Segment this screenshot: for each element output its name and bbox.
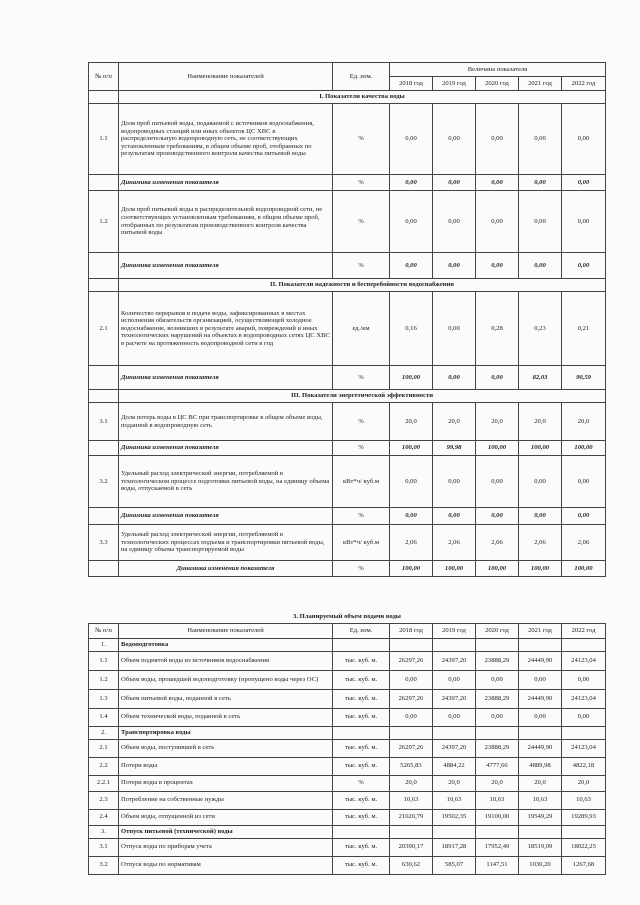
row-name: Транспортировка воды bbox=[119, 726, 333, 739]
table-row bbox=[89, 775, 606, 791]
row-value bbox=[476, 825, 519, 838]
row-value: 20,0 bbox=[562, 775, 606, 791]
row-num bbox=[89, 175, 119, 191]
row-unit: тыс. куб. м. bbox=[333, 856, 390, 874]
row-value: 0,00 bbox=[390, 104, 433, 175]
row-value: 0,00 bbox=[433, 366, 476, 390]
row-value bbox=[562, 825, 606, 838]
row-value: 0,00 bbox=[390, 456, 433, 508]
row-unit: % bbox=[333, 561, 390, 577]
row-value: 0,00 bbox=[433, 670, 476, 689]
row-name: Удельный расход электрической энергии, потребляемой в технологическом процессе подготовки питьевой воды, на единицу объема воды, отпускаемой в сеть bbox=[119, 456, 333, 508]
row-value: 100,00 bbox=[476, 441, 519, 456]
row-value: 100,00 bbox=[519, 441, 562, 456]
row-value: 20390,17 bbox=[390, 838, 433, 856]
row-value: 20,0 bbox=[433, 403, 476, 441]
row-num bbox=[89, 366, 119, 390]
row-value: 100,00 bbox=[562, 441, 606, 456]
row-value: 24123,04 bbox=[562, 689, 606, 708]
row-value: 0,00 bbox=[390, 253, 433, 279]
row-value: 0,00 bbox=[390, 670, 433, 689]
row-value: 100,00 bbox=[390, 441, 433, 456]
row-name: Отпуск воды по нормативам bbox=[119, 856, 333, 874]
row-value: 20,0 bbox=[390, 403, 433, 441]
row-value bbox=[433, 638, 476, 651]
row-value: 10,63 bbox=[562, 791, 606, 809]
table-row bbox=[89, 757, 606, 775]
row-value: 24123,04 bbox=[562, 739, 606, 757]
row-unit: % bbox=[333, 253, 390, 279]
row-value: 0,00 bbox=[562, 508, 606, 525]
row-name: Доля проб питьевой воды в распределительной водопроводной сети, не соответствующих установленным требованиям, в общем объеме проб, отобранных по результатам производственного контроля качества питьевой воды bbox=[119, 191, 333, 253]
dynamics-label: Динамика изменения показателя bbox=[119, 561, 333, 577]
row-name: Объем питьевой воды, поданной в сеть bbox=[119, 689, 333, 708]
row-name: Объем воды, отпущенной из сети bbox=[119, 809, 333, 825]
row-name: Водоподготовка bbox=[119, 638, 333, 651]
row-value: 24449,90 bbox=[519, 651, 562, 670]
row-unit: % bbox=[333, 403, 390, 441]
group-row bbox=[89, 638, 606, 651]
table-row bbox=[89, 856, 606, 874]
row-value bbox=[433, 825, 476, 838]
row-value: 23888,29 bbox=[476, 689, 519, 708]
row-num: 1.2 bbox=[89, 191, 119, 253]
row-value: 5265,83 bbox=[390, 757, 433, 775]
row-value: 0,00 bbox=[519, 708, 562, 726]
col-num-header: № п/п bbox=[89, 623, 119, 638]
row-value: 630,62 bbox=[390, 856, 433, 874]
row-name: Потери воды в процентах bbox=[119, 775, 333, 791]
table-row bbox=[89, 651, 606, 670]
row-value: 100,00 bbox=[390, 366, 433, 390]
year-header: 2019 год bbox=[433, 77, 476, 91]
row-value: 26297,26 bbox=[390, 689, 433, 708]
row-unit: ед./км bbox=[333, 292, 390, 366]
col-name-header: Наименование показателей bbox=[119, 623, 333, 638]
row-value: 100,00 bbox=[562, 561, 606, 577]
row-value: 24397,20 bbox=[433, 651, 476, 670]
row-value bbox=[390, 726, 433, 739]
row-unit: % bbox=[333, 104, 390, 175]
row-num: 3.2 bbox=[89, 856, 119, 874]
row-value: 20,0 bbox=[390, 775, 433, 791]
row-unit: % bbox=[333, 366, 390, 390]
row-num bbox=[89, 253, 119, 279]
row-num: 3.3 bbox=[89, 525, 119, 561]
dynamics-label: Динамика изменения показателя bbox=[119, 441, 333, 456]
row-value: 0,00 bbox=[390, 191, 433, 253]
row-value: 0,00 bbox=[519, 175, 562, 191]
row-value: 0,00 bbox=[433, 253, 476, 279]
row-value bbox=[562, 726, 606, 739]
row-num: 2. bbox=[89, 726, 119, 739]
row-value: 20,0 bbox=[562, 403, 606, 441]
table-row bbox=[89, 838, 606, 856]
row-value: 2,06 bbox=[390, 525, 433, 561]
row-num: 1.3 bbox=[89, 689, 119, 708]
row-value: 100,00 bbox=[390, 561, 433, 577]
row-value: 0,00 bbox=[519, 670, 562, 689]
row-value: 0,28 bbox=[476, 292, 519, 366]
col-unit-header: Ед. изм. bbox=[333, 623, 390, 638]
water-supply-table bbox=[88, 611, 606, 875]
row-unit bbox=[333, 638, 390, 651]
row-value: 20,0 bbox=[476, 775, 519, 791]
row-value: 0,00 bbox=[476, 253, 519, 279]
row-value: 100,00 bbox=[519, 561, 562, 577]
row-value: 0,00 bbox=[476, 191, 519, 253]
row-value: 24123,04 bbox=[562, 651, 606, 670]
row-value: 0,23 bbox=[519, 292, 562, 366]
row-unit: % bbox=[333, 191, 390, 253]
row-name: Доля проб питьевой воды, подаваемой с источников водоснабжения, водопроводных станций или иных объектов ЦС ХВС в распределительную водопроводную сеть, не соответствующих установленным требованиям, в общем объеме проб, отобранных по результатам производственного контроля качества питьевой воды bbox=[119, 104, 333, 175]
row-value: 0,21 bbox=[562, 292, 606, 366]
row-value: 18917,28 bbox=[433, 838, 476, 856]
row-unit: кВт*ч/ куб.м bbox=[333, 525, 390, 561]
row-value: 1030,20 bbox=[519, 856, 562, 874]
row-value: 100,00 bbox=[476, 561, 519, 577]
row-value: 23888,29 bbox=[476, 739, 519, 757]
row-num: 2.3 bbox=[89, 791, 119, 809]
table-row bbox=[89, 670, 606, 689]
row-name: Потери воды bbox=[119, 757, 333, 775]
row-value: 0,00 bbox=[476, 508, 519, 525]
row-num: 1.4 bbox=[89, 708, 119, 726]
row-value: 17952,49 bbox=[476, 838, 519, 856]
row-value: 1267,68 bbox=[562, 856, 606, 874]
row-name: Количество перерывов в подаче воды, зафиксированных в местах исполнения обязательств организацией, осуществляющей холодное водоснабжение, возникших в результате аварий, повреждений и иных технологических нарушений на объектах в водопроводных сетях ЦС ХВС в расчете на протяженность водопроводной сети в год bbox=[119, 292, 333, 366]
row-name: Доля потерь воды в ЦС ВС при транспортировке в общем объеме воды, поданной в водопроводную сеть bbox=[119, 403, 333, 441]
year-header: 2020 год bbox=[476, 623, 519, 638]
row-name: Отпуск питьевой (технической) воды bbox=[119, 825, 333, 838]
row-value: 0,00 bbox=[519, 508, 562, 525]
row-num: 1.2 bbox=[89, 670, 119, 689]
row-unit: тыс. куб. м. bbox=[333, 708, 390, 726]
row-unit: % bbox=[333, 508, 390, 525]
row-value: 0,00 bbox=[562, 191, 606, 253]
row-value: 0,00 bbox=[562, 104, 606, 175]
year-header: 2020 год bbox=[476, 77, 519, 91]
year-header: 2018 год bbox=[390, 623, 433, 638]
row-value: 0,00 bbox=[433, 104, 476, 175]
row-value: 0,00 bbox=[476, 708, 519, 726]
row-num: 3.2 bbox=[89, 456, 119, 508]
row-value: 24397,20 bbox=[433, 689, 476, 708]
row-unit: % bbox=[333, 441, 390, 456]
row-value: 90,59 bbox=[562, 366, 606, 390]
col-num-header: № п/п bbox=[89, 63, 119, 91]
row-unit: кВт*ч/ куб.м bbox=[333, 456, 390, 508]
row-value: 82,03 bbox=[519, 366, 562, 390]
row-num bbox=[89, 441, 119, 456]
row-value: 0,00 bbox=[433, 456, 476, 508]
group-row bbox=[89, 726, 606, 739]
row-unit: тыс. куб. м. bbox=[333, 838, 390, 856]
row-value: 0,00 bbox=[390, 508, 433, 525]
section-spacer bbox=[89, 390, 119, 403]
table-row bbox=[89, 739, 606, 757]
row-unit: % bbox=[333, 175, 390, 191]
row-num: 2.1 bbox=[89, 739, 119, 757]
year-header: 2021 год bbox=[519, 77, 562, 91]
row-unit: тыс. куб. м. bbox=[333, 791, 390, 809]
row-value: 0,00 bbox=[476, 175, 519, 191]
row-unit bbox=[333, 726, 390, 739]
row-value bbox=[519, 726, 562, 739]
year-header: 2021 год bbox=[519, 623, 562, 638]
row-value: 0,00 bbox=[562, 708, 606, 726]
row-name: Объем поднятой воды из источников водоснабжения bbox=[119, 651, 333, 670]
col-unit-header: Ед. изм. bbox=[333, 63, 390, 91]
row-value: 19289,93 bbox=[562, 809, 606, 825]
dynamics-label: Динамика изменения показателя bbox=[119, 253, 333, 279]
row-value: 2,06 bbox=[562, 525, 606, 561]
row-value: 19549,29 bbox=[519, 809, 562, 825]
row-name: Объем воды, прошедшей водоподготовку (пропущено воды через ОС) bbox=[119, 670, 333, 689]
row-value: 20,0 bbox=[476, 403, 519, 441]
row-value: 0,16 bbox=[390, 292, 433, 366]
year-header: 2018 год bbox=[390, 77, 433, 91]
row-unit: тыс. куб. м. bbox=[333, 809, 390, 825]
row-value bbox=[562, 638, 606, 651]
row-value: 0,00 bbox=[433, 292, 476, 366]
row-num bbox=[89, 508, 119, 525]
row-num: 2.4 bbox=[89, 809, 119, 825]
row-value: 0,00 bbox=[562, 670, 606, 689]
row-name: Объем технической воды, поданной в сеть bbox=[119, 708, 333, 726]
row-value: 2,06 bbox=[433, 525, 476, 561]
row-value: 24449,90 bbox=[519, 689, 562, 708]
row-value: 10,63 bbox=[433, 791, 476, 809]
row-value: 0,00 bbox=[476, 670, 519, 689]
row-num: 3. bbox=[89, 825, 119, 838]
table-title: 3. Планируемый объем подачи воды bbox=[293, 612, 401, 620]
section-spacer bbox=[89, 91, 119, 104]
row-num: 1.1 bbox=[89, 104, 119, 175]
year-header: 2022 год bbox=[562, 77, 606, 91]
row-name: Объем воды, поступившей в сеть bbox=[119, 739, 333, 757]
row-value: 0,00 bbox=[390, 175, 433, 191]
row-value: 0,00 bbox=[519, 253, 562, 279]
row-value: 4777,66 bbox=[476, 757, 519, 775]
row-value: 24449,90 bbox=[519, 739, 562, 757]
row-value: 23888,29 bbox=[476, 651, 519, 670]
row-unit: тыс. куб. м. bbox=[333, 689, 390, 708]
group-row bbox=[89, 825, 606, 838]
row-unit: % bbox=[333, 775, 390, 791]
row-value: 4889,98 bbox=[519, 757, 562, 775]
row-value: 21020,79 bbox=[390, 809, 433, 825]
row-value bbox=[519, 825, 562, 838]
row-value: 18519,09 bbox=[519, 838, 562, 856]
row-num: 2.1 bbox=[89, 292, 119, 366]
values-header: Величина показателя bbox=[390, 63, 606, 77]
row-value bbox=[390, 638, 433, 651]
row-value: 100,00 bbox=[433, 561, 476, 577]
row-value: 0,00 bbox=[433, 708, 476, 726]
row-value: 19502,35 bbox=[433, 809, 476, 825]
row-name: Удельный расход электрической энергии, потребляемой в технологических процессах подъема и транспортировки питьевой воды, на единицу объема транспортируемой воды bbox=[119, 525, 333, 561]
row-value: 18022,25 bbox=[562, 838, 606, 856]
row-unit: тыс. куб. м. bbox=[333, 670, 390, 689]
section-title: II. Показатели надежности и бесперебойности водоснабжения bbox=[119, 279, 606, 292]
row-value bbox=[433, 726, 476, 739]
row-unit bbox=[333, 825, 390, 838]
row-value: 2,06 bbox=[519, 525, 562, 561]
col-name-header: Наименование показателей bbox=[119, 63, 333, 91]
year-header: 2022 год bbox=[562, 623, 606, 638]
row-value: 0,00 bbox=[562, 253, 606, 279]
row-name: Отпуск воды по приборам учета bbox=[119, 838, 333, 856]
table-row bbox=[89, 809, 606, 825]
table-row bbox=[89, 708, 606, 726]
row-num bbox=[89, 561, 119, 577]
row-value: 20,0 bbox=[519, 775, 562, 791]
row-value: 0,00 bbox=[519, 456, 562, 508]
row-value: 26297,26 bbox=[390, 739, 433, 757]
row-value: 26297,26 bbox=[390, 651, 433, 670]
row-value: 24397,20 bbox=[433, 739, 476, 757]
row-value: 10,63 bbox=[476, 791, 519, 809]
row-value: 10,63 bbox=[519, 791, 562, 809]
row-unit: тыс. куб. м. bbox=[333, 739, 390, 757]
row-value: 0,00 bbox=[519, 104, 562, 175]
row-value: 20,0 bbox=[433, 775, 476, 791]
row-value: 10,63 bbox=[390, 791, 433, 809]
row-num: 1.1 bbox=[89, 651, 119, 670]
row-name: Потребление на собственные нужды bbox=[119, 791, 333, 809]
row-value: 585,07 bbox=[433, 856, 476, 874]
section-title: III. Показатели энергетической эффективности bbox=[119, 390, 606, 403]
dynamics-label: Динамика изменения показателя bbox=[119, 508, 333, 525]
row-value: 1147,51 bbox=[476, 856, 519, 874]
dynamics-label: Динамика изменения показателя bbox=[119, 366, 333, 390]
table-row bbox=[89, 791, 606, 809]
row-value: 4822,18 bbox=[562, 757, 606, 775]
row-value: 99,98 bbox=[433, 441, 476, 456]
row-value: 0,00 bbox=[433, 191, 476, 253]
row-num: 1. bbox=[89, 638, 119, 651]
section-title: I. Показатели качества воды bbox=[119, 91, 606, 104]
row-value: 0,00 bbox=[562, 175, 606, 191]
row-value: 0,00 bbox=[562, 456, 606, 508]
indicators-table bbox=[88, 62, 606, 577]
row-value bbox=[390, 825, 433, 838]
row-num: 2.2.1 bbox=[89, 775, 119, 791]
year-header: 2019 год bbox=[433, 623, 476, 638]
row-value bbox=[519, 638, 562, 651]
row-value: 0,00 bbox=[433, 508, 476, 525]
row-num: 3.1 bbox=[89, 838, 119, 856]
row-value bbox=[476, 726, 519, 739]
row-value: 0,00 bbox=[519, 191, 562, 253]
row-value: 20,0 bbox=[519, 403, 562, 441]
row-value: 0,00 bbox=[476, 104, 519, 175]
row-value: 0,00 bbox=[476, 456, 519, 508]
table-row bbox=[89, 689, 606, 708]
dynamics-label: Динамика изменения показателя bbox=[119, 175, 333, 191]
row-num: 3.1 bbox=[89, 403, 119, 441]
row-value bbox=[476, 638, 519, 651]
row-num: 2.2 bbox=[89, 757, 119, 775]
row-value: 2,06 bbox=[476, 525, 519, 561]
section-spacer bbox=[89, 279, 119, 292]
row-value: 0,00 bbox=[390, 708, 433, 726]
row-value: 4884,22 bbox=[433, 757, 476, 775]
row-unit: тыс. куб. м. bbox=[333, 651, 390, 670]
row-value: 19100,00 bbox=[476, 809, 519, 825]
row-unit: тыс. куб. м. bbox=[333, 757, 390, 775]
row-value: 0,00 bbox=[433, 175, 476, 191]
row-value: 0,00 bbox=[476, 366, 519, 390]
